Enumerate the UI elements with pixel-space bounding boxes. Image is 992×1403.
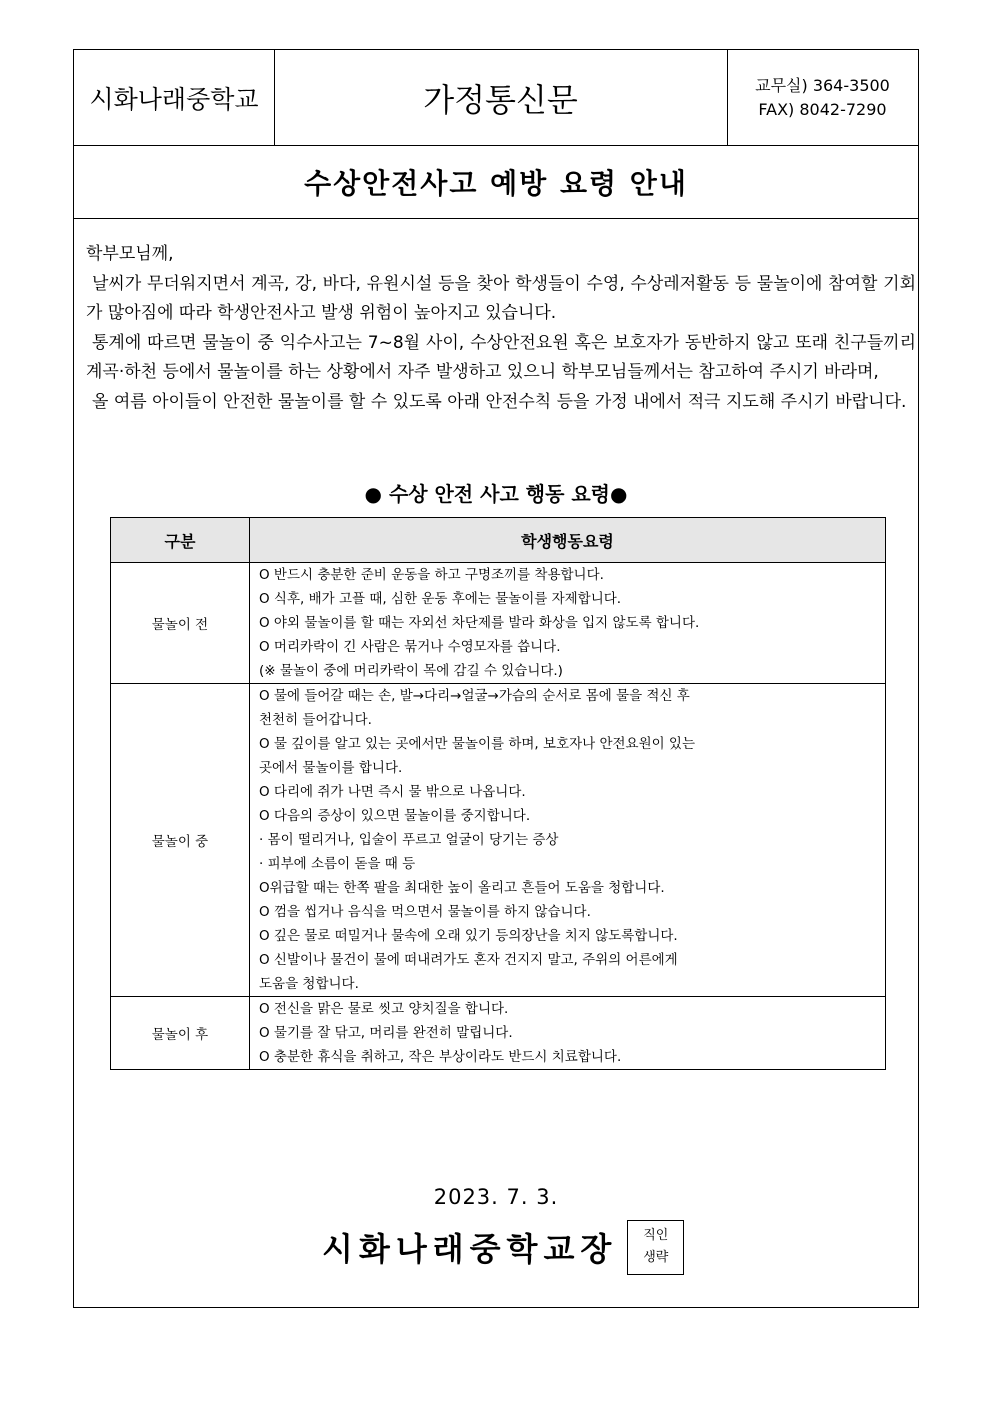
rule-line: · 몸이 떨리거나, 입술이 푸르고 얼굴이 당기는 증상	[259, 832, 559, 848]
rule-line: O 머리카락이 긴 사람은 묶거나 수영모자를 씁니다.	[259, 639, 561, 655]
rule-line: 천천히 들어갑니다.	[259, 712, 372, 728]
rule-line: O 반드시 충분한 준비 운동을 하고 구명조끼를 착용합니다.	[259, 567, 604, 583]
table-row-during	[111, 684, 886, 997]
rule-line: O 껌을 씹거나 음식을 먹으면서 물놀이를 하지 않습니다.	[259, 904, 591, 920]
rule-line: O 깊은 물로 떠밀거나 물속에 오래 있기 등의장난을 치지 않도록합니다.	[259, 928, 678, 944]
rule-line: O 신발이나 물건이 물에 떠내려가도 혼자 건지지 말고, 주위의 어른에게	[259, 952, 678, 968]
rule-line: O 물기를 잘 닦고, 머리를 완전히 말립니다.	[259, 1025, 513, 1041]
rules-cell	[250, 684, 886, 997]
greeting: 학부모님께,	[86, 244, 174, 264]
seal-text: 생략	[643, 1250, 669, 1265]
rule-line: O 다리에 쥐가 나면 즉시 물 밖으로 나옵니다.	[259, 784, 526, 800]
rule-line: O 야외 물놀이를 할 때는 자외선 차단제를 발라 화상을 입지 않도록 합니다.	[259, 615, 700, 631]
contact-info	[727, 50, 918, 145]
issue-date: 2023. 7. 3.	[433, 1185, 559, 1209]
safety-rules-table	[110, 517, 886, 1070]
category-cell: 물놀이 중	[111, 684, 250, 997]
signature-block	[322, 1217, 684, 1277]
paragraph: 통계에 따르면 물놀이 중 익수사고는 7~8월 사이, 수상안전요원 혹은 보호자가 동반하지 않고 또래 친구들끼리 계곡·하천 등에서 물놀이를 하는 상황에서 자주 발생하고 있으니 학부모님들께서는 참고하여 주시기 바라며,	[86, 332, 916, 382]
notice-title: 수상안전사고 예방 요령 안내	[74, 145, 918, 219]
column-header-category: 구분	[111, 518, 250, 563]
table-row-after	[111, 997, 886, 1070]
rule-line: (※ 물놀이 중에 머리카락이 목에 감길 수 있습니다.)	[259, 663, 563, 679]
table-header-row	[111, 518, 886, 563]
phone-number: 교무실) 364-3500	[755, 75, 890, 95]
rules-cell	[250, 997, 886, 1070]
paragraph: 올 여름 아이들이 안전한 물놀이를 할 수 있도록 아래 안전수칙 등을 가정 내에서 적극 지도해 주시기 바랍니다.	[92, 391, 907, 412]
rule-line: O 물 깊이를 알고 있는 곳에서만 물놀이를 하며, 보호자나 안전요원이 있는	[259, 736, 696, 752]
section-title: ● 수상 안전 사고 행동 요령●	[364, 482, 628, 506]
seal-box	[627, 1220, 684, 1275]
school-name: 시화나래중학교	[74, 50, 275, 145]
rule-line: O 충분한 휴식을 취하고, 작은 부상이라도 반드시 치료합니다.	[259, 1049, 622, 1065]
category-cell: 물놀이 전	[111, 563, 250, 684]
letter-body	[86, 240, 916, 417]
seal-text: 직인	[643, 1228, 669, 1243]
principal-name: 시화나래중학교장	[322, 1230, 618, 1268]
rule-line: · 피부에 소름이 돋을 때 등	[259, 856, 416, 872]
rules-cell	[250, 563, 886, 684]
paragraph: 날씨가 무더워지면서 계곡, 강, 바다, 유원시설 등을 찾아 학생들이 수영, 수상레저활동 등 물놀이에 참여할 기회가 많아짐에 따라 학생안전사고 발생 위험이 높아지고 있습니다.	[86, 273, 916, 323]
fax-number: FAX) 8042-7290	[758, 99, 887, 119]
rule-line: 도움을 청합니다.	[259, 976, 359, 992]
rule-line: O 식후, 배가 고플 때, 심한 운동 후에는 물놀이를 자제합니다.	[259, 591, 622, 607]
category-cell: 물놀이 후	[111, 997, 250, 1070]
rule-line: O 전신을 맑은 물로 씻고 양치질을 합니다.	[259, 1001, 509, 1017]
document-type: 가정통신문	[274, 50, 728, 145]
rule-line: O위급할 때는 한쪽 팔을 최대한 높이 올리고 흔들어 도움을 청합니다.	[259, 880, 665, 896]
table-row-before	[111, 563, 886, 684]
rule-line: 곳에서 물놀이를 합니다.	[259, 760, 403, 776]
header-table	[74, 50, 918, 146]
rule-line: O 물에 들어갈 때는 손, 발→다리→얼굴→가슴의 순서로 몸에 물을 적신 후	[259, 688, 690, 704]
rule-line: O 다음의 증상이 있으면 물놀이를 중지합니다.	[259, 808, 531, 824]
notice-document	[73, 49, 919, 1308]
column-header-rules: 학생행동요령	[250, 518, 886, 563]
